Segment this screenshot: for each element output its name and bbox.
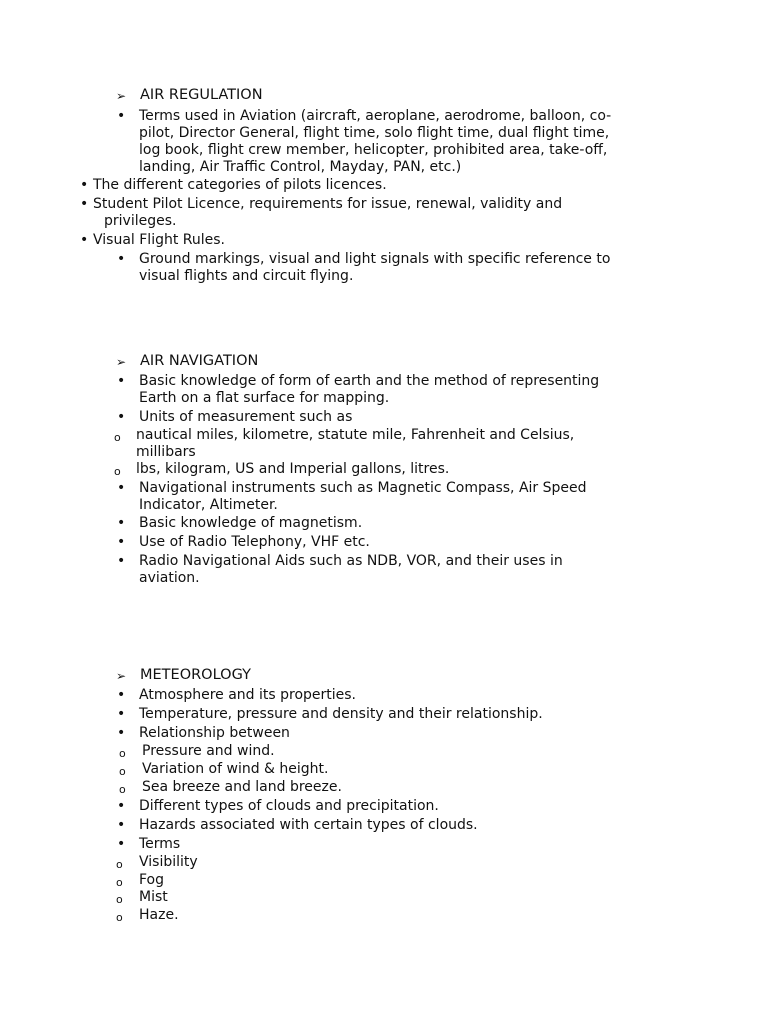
list-item: Hazards associated with certain types of clouds. (139, 817, 478, 833)
list-item: Student Pilot Licence, requirements for issue, renewal, validity and (93, 196, 563, 212)
list-item-continuation: Earth on a flat surface for mapping. (139, 390, 390, 406)
list-item-continuation: aviation. (139, 570, 200, 586)
section-heading-meteorology: METEOROLOGY (140, 667, 251, 683)
list-item-continuation: visual flights and circuit flying. (139, 268, 354, 284)
circle-bullet-icon: o (116, 911, 123, 924)
list-item-continuation: log book, flight crew member, helicopter, prohibited area, take-off, (139, 142, 608, 158)
list-item: Relationship between (139, 725, 290, 741)
list-item-continuation: privileges. (104, 213, 177, 229)
bullet-icon: • (117, 409, 126, 425)
list-item: Units of measurement such as (139, 409, 353, 425)
list-item: Atmosphere and its properties. (139, 687, 357, 703)
bullet-icon: • (117, 817, 126, 833)
list-item: Radio Navigational Aids such as NDB, VOR, and their uses in (139, 553, 563, 569)
list-item: Basic knowledge of magnetism. (139, 515, 363, 531)
circle-bullet-icon: o (116, 876, 123, 889)
list-item-continuation: landing, Air Traffic Control, Mayday, PAN, etc.) (139, 159, 462, 175)
bullet-icon: • (117, 534, 126, 550)
circle-bullet-icon: o (116, 893, 123, 906)
bullet-icon: • (117, 706, 126, 722)
circle-bullet-icon: o (114, 465, 121, 478)
list-item: Terms (139, 836, 181, 852)
bullet-icon: • (117, 553, 126, 569)
circle-bullet-icon: o (114, 431, 121, 444)
list-item-continuation: pilot, Director General, flight time, solo flight time, dual flight time, (139, 125, 610, 141)
sub-list-item: Visibility (139, 854, 198, 870)
list-item: Ground markings, visual and light signals with specific reference to (139, 251, 611, 267)
bullet-icon: • (80, 232, 89, 248)
bullet-icon: • (80, 196, 89, 212)
list-item: Different types of clouds and precipitation. (139, 798, 439, 814)
sub-list-item: Pressure and wind. (142, 743, 275, 759)
arrow-bullet-icon: ➢ (116, 669, 127, 683)
sub-list-item: Fog (139, 872, 165, 888)
sub-list-item: Haze. (139, 907, 179, 923)
sub-list-item: Variation of wind & height. (142, 761, 329, 777)
bullet-icon: • (117, 687, 126, 703)
sub-list-item: Sea breeze and land breeze. (142, 779, 342, 795)
circle-bullet-icon: o (119, 765, 126, 778)
circle-bullet-icon: o (119, 783, 126, 796)
bullet-icon: • (117, 480, 126, 496)
list-item: Temperature, pressure and density and their relationship. (139, 706, 543, 722)
sub-list-item-continuation: millibars (136, 444, 196, 460)
list-item: Visual Flight Rules. (93, 232, 225, 248)
bullet-icon: • (117, 515, 126, 531)
sub-list-item: nautical miles, kilometre, statute mile, Fahrenheit and Celsius, (136, 427, 575, 443)
arrow-bullet-icon: ➢ (116, 89, 127, 103)
list-item: Terms used in Aviation (aircraft, aeroplane, aerodrome, balloon, co- (139, 108, 612, 124)
circle-bullet-icon: o (119, 747, 126, 760)
bullet-icon: • (117, 725, 126, 741)
circle-bullet-icon: o (116, 858, 123, 871)
bullet-icon: • (117, 373, 126, 389)
list-item: Basic knowledge of form of earth and the method of representing (139, 373, 600, 389)
sub-list-item: Mist (139, 889, 168, 905)
bullet-icon: • (117, 108, 126, 124)
bullet-icon: • (117, 798, 126, 814)
list-item: The different categories of pilots licences. (93, 177, 387, 193)
bullet-icon: • (117, 251, 126, 267)
bullet-icon: • (117, 836, 126, 852)
section-heading-air-navigation: AIR NAVIGATION (140, 353, 259, 369)
list-item: Navigational instruments such as Magnetic Compass, Air Speed (139, 480, 587, 496)
bullet-icon: • (80, 177, 89, 193)
list-item: Use of Radio Telephony, VHF etc. (139, 534, 370, 550)
arrow-bullet-icon: ➢ (116, 355, 127, 369)
list-item-continuation: Indicator, Altimeter. (139, 497, 278, 513)
sub-list-item: lbs, kilogram, US and Imperial gallons, litres. (136, 461, 450, 477)
section-heading-air-regulation: AIR REGULATION (140, 87, 263, 103)
